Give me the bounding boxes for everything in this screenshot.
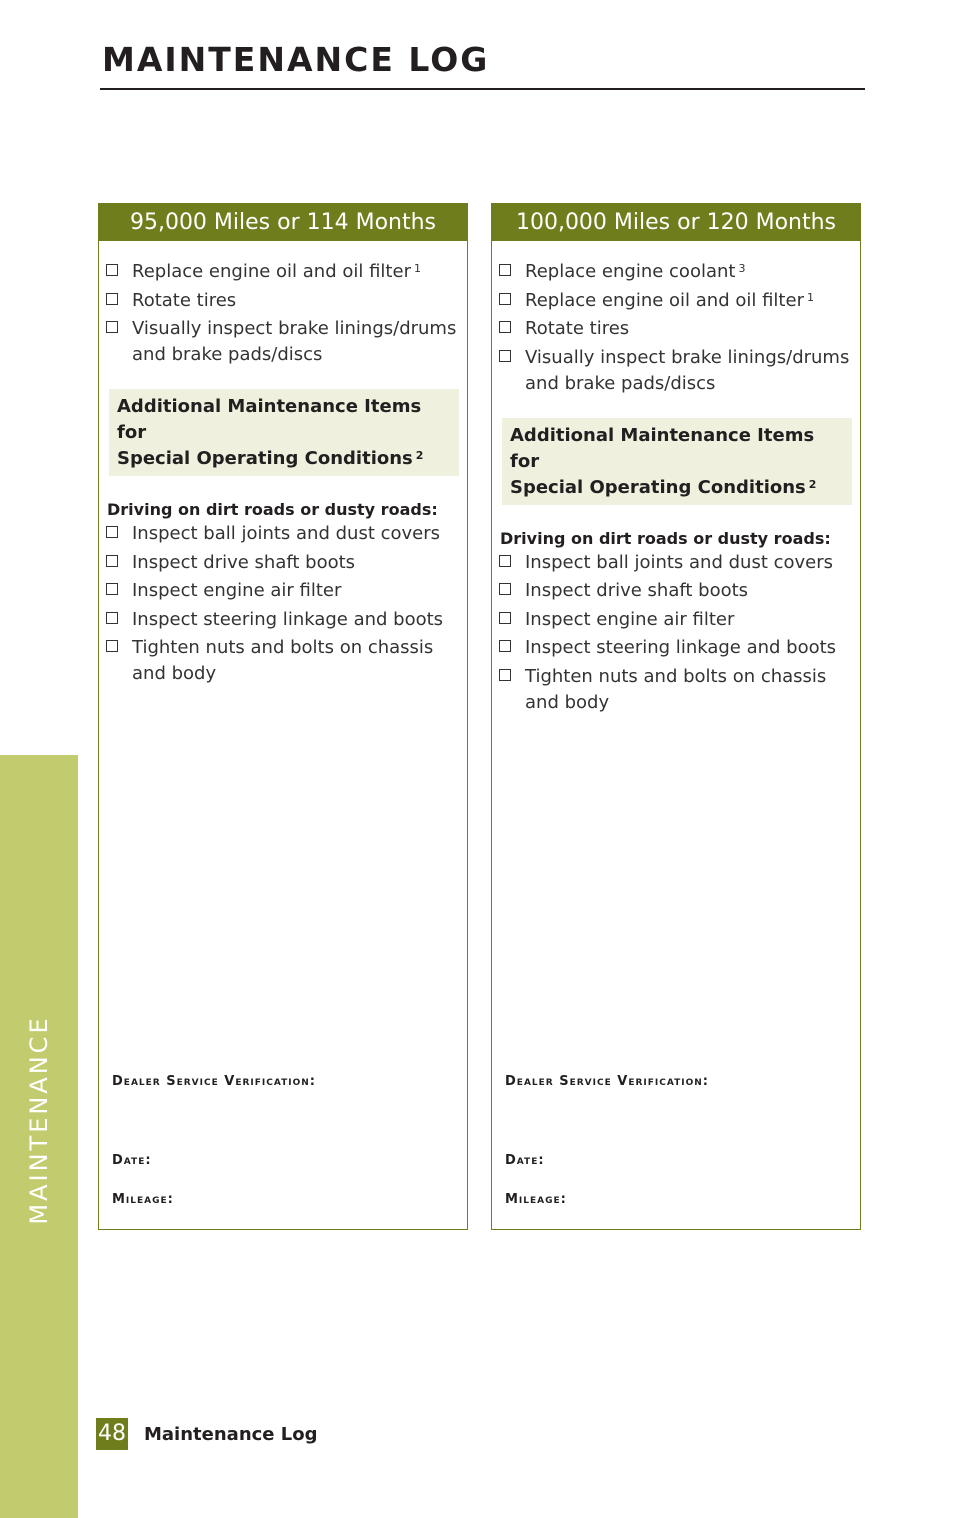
condition-item-text: Inspect steering linkage and boots <box>132 608 444 630</box>
footnote-ref: 3 <box>738 262 746 275</box>
dealer-verification-label: Dealer Service Verification: <box>112 1074 317 1089</box>
condition-item <box>498 578 860 604</box>
condition-item-text: Inspect ball joints and dust covers <box>132 523 441 544</box>
footnote-ref: 1 <box>413 262 421 275</box>
checkbox-icon[interactable] <box>106 555 118 567</box>
condition-item <box>105 578 467 604</box>
service-item-text: Replace engine oil and oil filter <box>132 261 411 282</box>
condition-item <box>105 550 467 576</box>
condition-label: Driving on dirt roads or dusty roads: <box>107 500 438 519</box>
service-items-list <box>99 241 467 368</box>
maintenance-panel-95000 <box>98 203 468 1230</box>
special-conditions-box <box>109 389 459 476</box>
condition-item <box>105 635 467 687</box>
service-item <box>498 288 860 314</box>
condition-item-text: Inspect engine air filter <box>132 580 342 601</box>
service-item-text: Replace engine coolant <box>525 261 736 282</box>
condition-items-list <box>99 521 467 687</box>
checkbox-icon[interactable] <box>499 640 511 652</box>
checkbox-icon[interactable] <box>499 555 511 567</box>
condition-item <box>498 550 860 576</box>
title-divider <box>100 88 865 90</box>
section-side-label: MAINTENANCE <box>25 1015 53 1225</box>
checkbox-icon[interactable] <box>106 612 118 624</box>
condition-item-text: Inspect drive shaft boots <box>525 580 749 601</box>
service-item-text: Replace engine oil and oil filter <box>525 289 804 311</box>
page-title: MAINTENANCE LOG <box>102 40 490 79</box>
checkbox-icon[interactable] <box>106 264 118 276</box>
service-item <box>498 345 860 397</box>
condition-item <box>498 607 860 633</box>
condition-item-text: Inspect engine air filter <box>525 608 735 630</box>
service-items-list <box>492 241 860 397</box>
mileage-label: Mileage: <box>505 1192 567 1207</box>
checkbox-icon[interactable] <box>499 669 511 681</box>
special-conditions-title: Special Operating Conditions <box>117 448 413 469</box>
service-item <box>105 316 467 368</box>
panel-header: 95,000 Miles or 114 Months <box>99 204 467 241</box>
condition-item <box>498 664 860 716</box>
checkbox-icon[interactable] <box>499 264 511 276</box>
condition-item <box>105 607 467 633</box>
maintenance-panel-100000 <box>491 203 861 1230</box>
special-conditions-title: Special Operating Conditions <box>510 476 806 498</box>
service-item-text: Rotate tires <box>132 289 237 311</box>
condition-item-text: Inspect ball joints and dust covers <box>525 551 834 573</box>
condition-item-text: Inspect drive shaft boots <box>132 551 356 573</box>
service-item <box>105 259 467 285</box>
checkbox-icon[interactable] <box>499 612 511 624</box>
special-conditions-box <box>502 418 852 505</box>
service-item <box>105 288 467 314</box>
condition-item <box>498 635 860 661</box>
checkbox-icon[interactable] <box>106 640 118 652</box>
checkbox-icon[interactable] <box>499 321 511 333</box>
checkbox-icon[interactable] <box>106 321 118 333</box>
service-item-text: Rotate tires <box>525 318 630 339</box>
checkbox-icon[interactable] <box>106 293 118 305</box>
condition-label: Driving on dirt roads or dusty roads: <box>500 528 831 548</box>
footnote-ref: 2 <box>808 477 817 491</box>
checkbox-icon[interactable] <box>499 293 511 305</box>
checkbox-icon[interactable] <box>106 583 118 595</box>
checkbox-icon[interactable] <box>499 350 511 362</box>
footer-label: Maintenance Log <box>144 1424 318 1445</box>
condition-item-text: Tighten nuts and bolts on chassis and body <box>132 637 434 684</box>
checkbox-icon[interactable] <box>106 526 118 538</box>
special-conditions-title: Additional Maintenance Items for <box>117 396 422 443</box>
date-label: Date: <box>505 1153 545 1168</box>
service-item <box>498 316 860 342</box>
special-conditions-title: Additional Maintenance Items for <box>510 424 815 472</box>
mileage-label: Mileage: <box>112 1192 174 1207</box>
dealer-verification-label: Dealer Service Verification: <box>505 1074 710 1089</box>
service-item-text: Visually inspect brake linings/drums and brake pads/discs <box>132 318 457 365</box>
footnote-ref: 2 <box>415 449 424 462</box>
page-number: 48 <box>96 1418 128 1450</box>
service-item-text: Visually inspect brake linings/drums and brake pads/discs <box>525 346 850 394</box>
service-item <box>498 259 860 285</box>
condition-item-text: Tighten nuts and bolts on chassis and body <box>525 665 827 713</box>
footnote-ref: 1 <box>806 290 814 304</box>
panel-header: 100,000 Miles or 120 Months <box>492 204 860 241</box>
condition-item-text: Inspect steering linkage and boots <box>525 637 837 658</box>
condition-items-list <box>492 550 860 716</box>
date-label: Date: <box>112 1153 152 1168</box>
condition-item <box>105 521 467 547</box>
checkbox-icon[interactable] <box>499 583 511 595</box>
